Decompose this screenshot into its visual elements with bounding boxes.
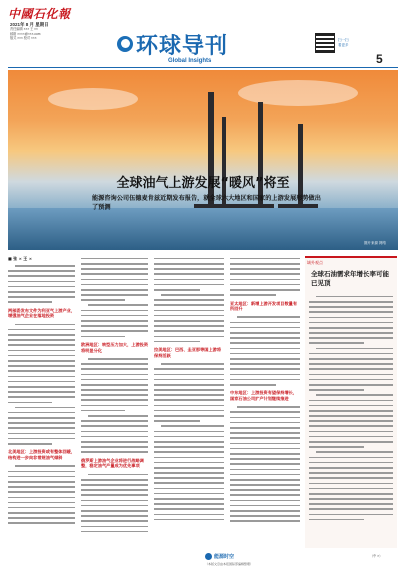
footer-logo-text: 能源时空 bbox=[214, 554, 235, 560]
article-subhead: 北美地区：上游投资或有整体回暖，结构进一步向非常规油气倾斜 bbox=[8, 449, 75, 460]
section-title: 环球导刊 bbox=[136, 34, 229, 59]
footer-editor: （中 ×） bbox=[370, 554, 383, 558]
sea-surface bbox=[8, 208, 398, 250]
sidebar-box bbox=[305, 256, 397, 548]
footer-logo bbox=[205, 553, 234, 560]
sidebar-body bbox=[309, 294, 393, 542]
meta-line: 邮箱 ××××@×××.com bbox=[10, 31, 41, 36]
meta-line: 版式 ××× 校对 ××× bbox=[10, 36, 37, 41]
article-column-3 bbox=[154, 256, 224, 548]
article-subhead: 俄罗斯上游油气企业将进行战略调整，稳定油气产量成为优先事项 bbox=[81, 457, 144, 469]
article-subhead: 两部委发布文件为利亚气上游产业，增强油气企业在落地投资 bbox=[8, 307, 75, 319]
subheadline: 能源咨询公司伍德麦肯兹近期发布报告，就全球六大地区和国家的上游发展形势做出了预测 bbox=[92, 195, 321, 211]
article-subhead: 中东地区：上游投资有望保持增长，国家石油公司扩产计划继续推进 bbox=[230, 390, 298, 401]
footer-note: （本版文章由本报国际部编辑整理） bbox=[205, 562, 254, 566]
footer-logo-icon bbox=[205, 553, 212, 560]
cloud-shape bbox=[48, 88, 138, 110]
issue-date-text: 2021年 8 月 bbox=[10, 22, 35, 27]
article-subhead: 欧洲地区：转型压力加大，上游投资将明显分化 bbox=[81, 342, 148, 353]
meta-line: 责任编辑 ××× 王 ×× bbox=[10, 27, 38, 32]
page-number: 5 bbox=[376, 52, 383, 66]
article-subhead: 亚太地区：新增上游开发项目数量有所回升 bbox=[230, 300, 298, 312]
article-column-2 bbox=[81, 256, 148, 548]
byline: ■ 张 × 王 × bbox=[8, 256, 33, 261]
newspaper-logo: 中國石化報 bbox=[8, 7, 71, 21]
masthead bbox=[0, 0, 405, 68]
qr-code-icon bbox=[315, 33, 335, 53]
sidebar-tag: 域外观点 bbox=[307, 260, 323, 265]
cloud-shape bbox=[238, 80, 358, 106]
sidebar-title: 全球石油需求年增长率可能已见顶 bbox=[311, 270, 389, 287]
hero-photo bbox=[8, 70, 398, 250]
photo-credit: 图片来源 网络 bbox=[364, 241, 386, 245]
article-subhead: 拉美地区：巴西、圭亚那等国上游将保持活跃 bbox=[154, 347, 222, 358]
qr-caption-line: 扫一扫 bbox=[338, 38, 349, 42]
issue-meta bbox=[10, 23, 100, 41]
issue-weekday: 星期日 bbox=[35, 22, 49, 27]
qr-caption-line: 看更多 bbox=[338, 43, 349, 47]
section-subtitle: Global Insights bbox=[168, 58, 212, 64]
section-logo-icon bbox=[117, 36, 133, 52]
qr-caption bbox=[338, 38, 349, 48]
headline: 全球油气上游发展“暖风”将至 bbox=[116, 176, 290, 191]
masthead-rule bbox=[8, 67, 398, 68]
article-column-4 bbox=[230, 256, 300, 548]
article-column-1 bbox=[8, 256, 75, 548]
